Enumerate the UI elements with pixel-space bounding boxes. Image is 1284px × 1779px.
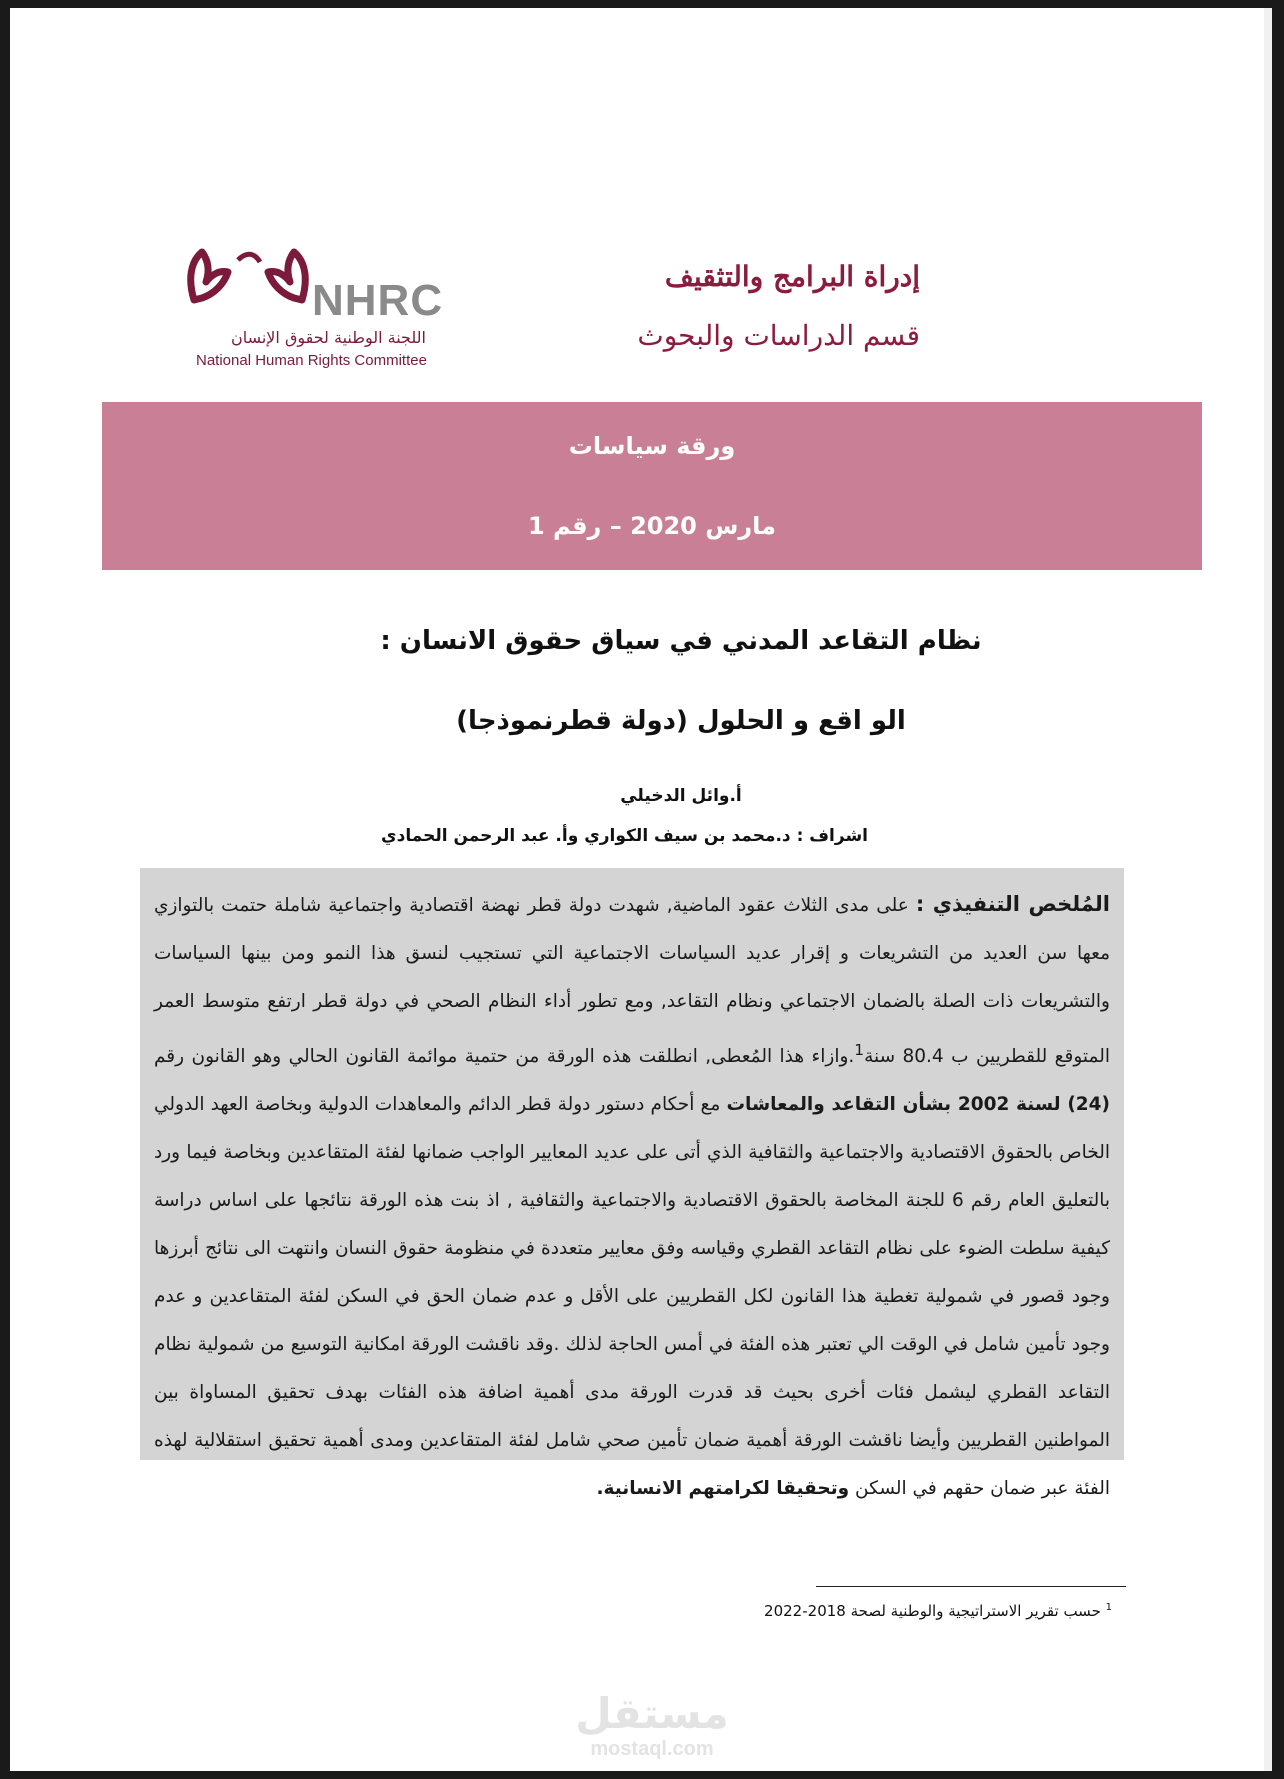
document-page (10, 8, 1272, 1771)
department-line-1: إدراة البرامج والتثقيف (664, 260, 920, 293)
executive-summary-box (140, 868, 1124, 1500)
paper-title-line-1: نظام التقاعد المدني في سياق حقوق الانسان : (380, 626, 982, 656)
nhrc-logo (184, 240, 464, 380)
paper-title-line-2: الو اقع و الحلول (دولة قطرنموذجا) (456, 706, 906, 736)
mostaql-watermark (572, 1690, 732, 1761)
footnote-number: 1 (1105, 1602, 1112, 1613)
logo-latin-text: NHRC (312, 276, 444, 325)
summary-part-2: .وازاء هذا المُعطى, انطلقت هذه الورقة من حتمية موائمة القانون الحالي وهو القانون رقم (154, 1046, 855, 1068)
watermark-arabic: مستقل (575, 1689, 729, 1738)
footnote-text: حسب تقرير الاستراتيجية والوطنية لصحة 2018-2022 (764, 1602, 1101, 1620)
document-type: ورقة سياسات (568, 432, 736, 460)
title-banner (102, 402, 1202, 570)
footnote-divider (816, 1586, 1126, 1587)
summary-closing: وتحقيقا لكرامتهم الانسانية. (596, 1478, 850, 1500)
law-reference: (24) لسنة 2002 بشأن التقاعد والمعاشات (726, 1094, 1110, 1116)
nhrc-emblem-icon (184, 240, 314, 320)
summary-part-3: مع أحكام دستور دولة قطر الدائم والمعاهدات الدولية وبخاصة العهد الدولي الخاص بالحقوق الاقتصادية والاجتماعية والثقافية الذي أتى على عديد المعايير الواجب ضمانها لفئة المتقاعدين وبخاصة فيما ورد بالتعليق العام رقم 6 للجنة المخاصة بالحقوق الاقتصادية والاجتماعية والثقافية , اذ بنت هذه الورقة نتائجها على اساس دراسة كيفية سلطت الضوء على نظام التقاعد القطري وقياسه وفق معايير متعددة في منظومة حقوق النسان وانتهت الى نتائج أبرزها وجود قصور في شمولية تغطية هذا القانون لكل القطريين على الأقل و عدم ضمان الحق في السكن لفئة المتقاعدين و عدم وجود تأمين شامل في الوقت الي تعتبر هذه الفئة في أمس الحاجة لذلك .وقد ناقشت الورقة امكانية التوسيع من شمولية نظام التقاعد القطري ليشمل فئات أخرى بحيث قد قدرت الورقة مدى أهمية اضافة هذه الفئات بهدف تحقيق المساواة بين المواطنين القطريين وأيضا ناقشت الورقة أهمية ضمان تأمين صحي شامل لفئة المتقاعدين ومدى أهمية تحقيق استقلالية لهذه الفئة عبر ضمان حقهم في السكن (154, 1094, 1111, 1500)
department-line-2: قسم الدراسات والبحوث (637, 319, 920, 352)
logo-arabic-text: اللجنة الوطنية لحقوق الإنسان (230, 328, 426, 347)
footnote (764, 1602, 1112, 1620)
footnote-reference: 1 (854, 1041, 865, 1059)
summary-lead: المُلخص التنفيذي : (915, 892, 1110, 916)
executive-summary-text (154, 880, 1110, 1513)
author-name: أ.وائل الدخيلي (620, 786, 742, 806)
logo-english-text: National Human Rights Committee (196, 352, 427, 369)
department-heading (637, 260, 920, 352)
page-edge (1264, 8, 1272, 1771)
summary-part-1: على مدى الثلاث عقود الماضية, شهدت دولة قطر نهضة اقتصادية واجتماعية شاملة حتمت بالتوازي معها سن العديد من التشريعات و إقرار عديد السياسات الاجتماعية التي تستجيب لنسق هذا النمو ومن بينها السياسات والتشريعات ذات الصلة بالضمان الاجتماعي ونظام التقاعد, ومع تطور أداء النظام الصحي في دولة قطر ارتفع متوسط العمر المتوقع للقطريين ب 80.4 سنة (154, 895, 1110, 1068)
issue-date: مارس 2020 – رقم 1 (527, 512, 777, 540)
watermark-latin: mostaql.com (590, 1738, 714, 1760)
supervision-line: اشراف : د.محمد بن سيف الكواري وأ. عبد الرحمن الحمادي (381, 826, 868, 846)
